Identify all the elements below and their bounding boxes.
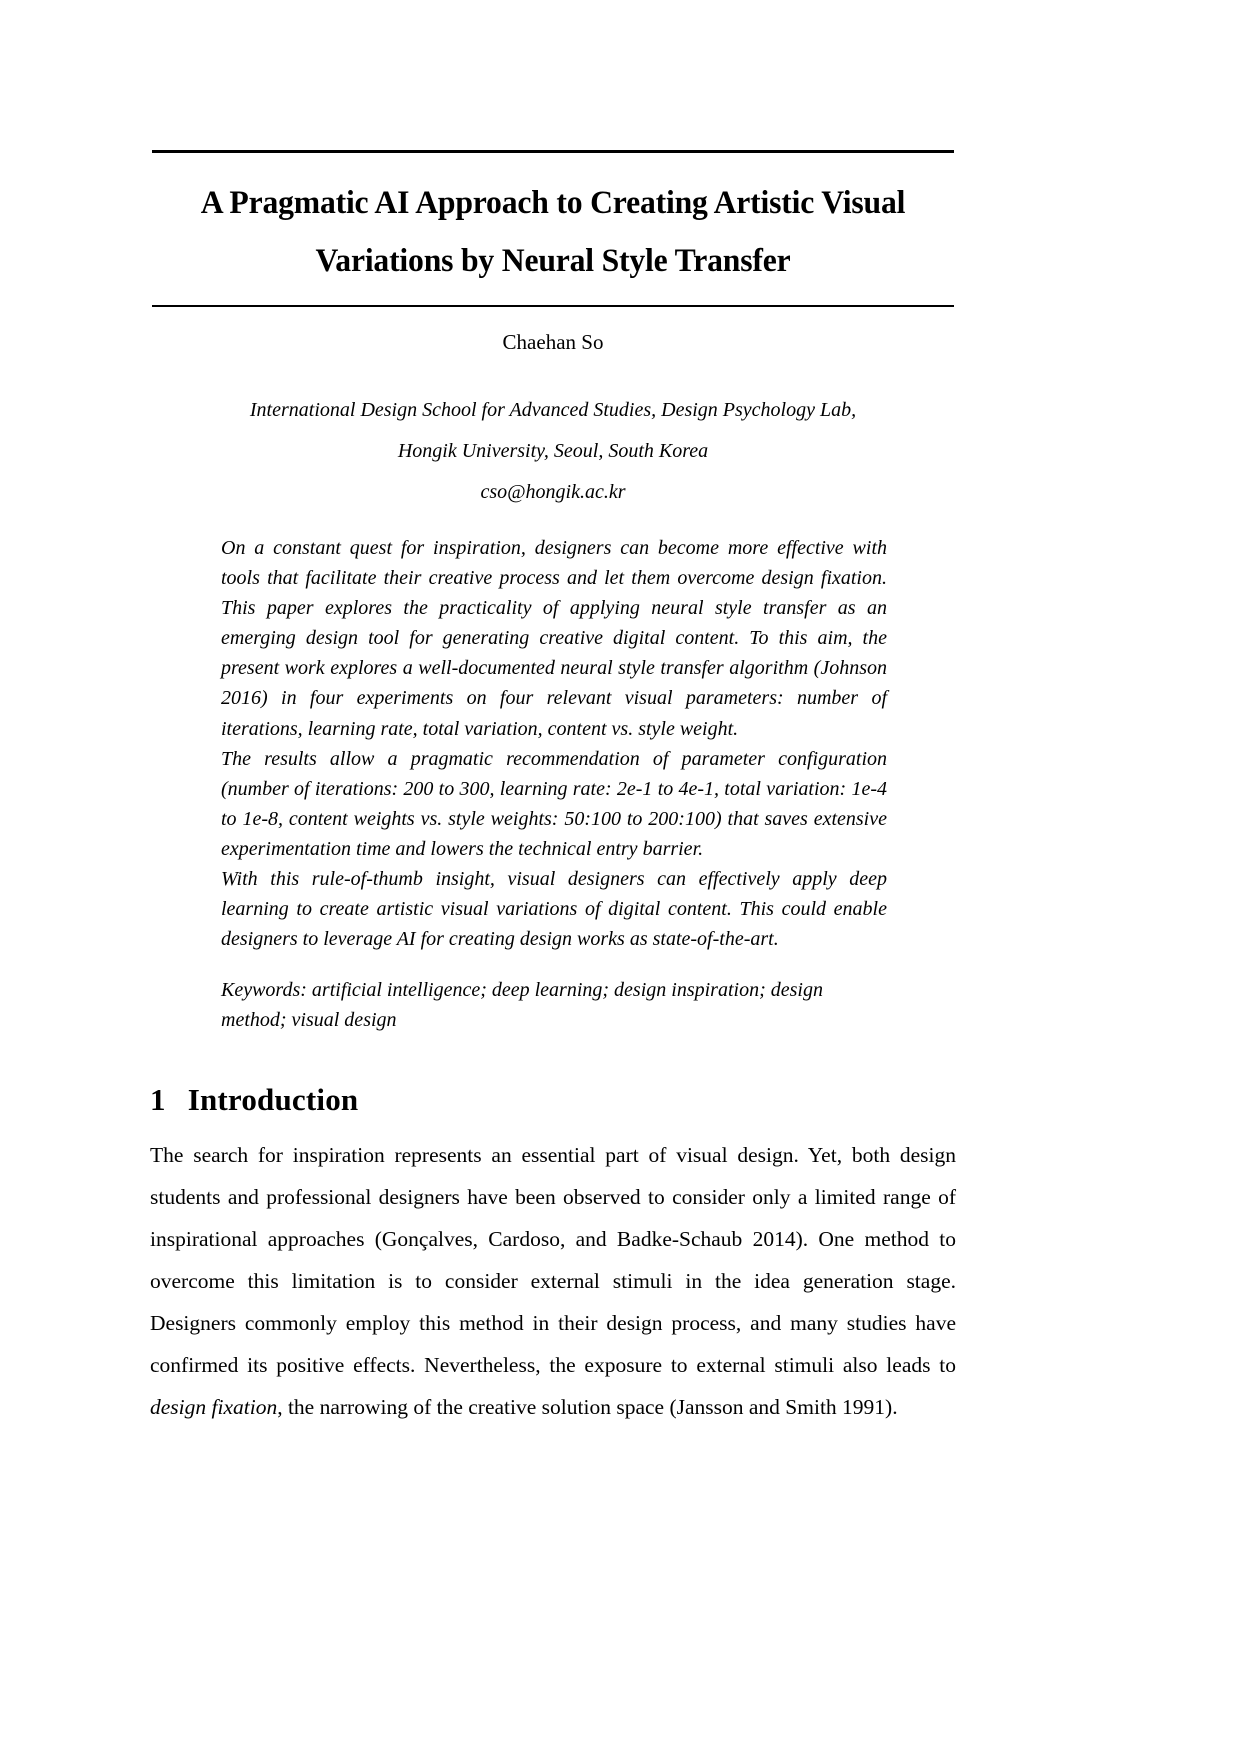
title-line-2: Variations by Neural Style Transfer bbox=[315, 242, 791, 279]
section-title: Introduction bbox=[187, 1082, 359, 1117]
title-block bbox=[152, 150, 954, 307]
abstract-block bbox=[221, 533, 887, 954]
affiliation-line-1: International Design School for Advanced Studies, Design Psychology Lab, bbox=[249, 398, 857, 421]
abstract-paragraph-2: The results allow a pragmatic recommendation of parameter configuration (number of iterations: 200 to 300, learning rate: 2e-1 to 4e-1, total variation: 1e-4 to 1e-8, content weights vs. style weights: 50:100 to 200:100) that saves extensive experimentation time and lowers the technical entry barrier. bbox=[221, 747, 887, 860]
affiliation-block bbox=[152, 390, 954, 513]
section-heading bbox=[150, 1082, 358, 1118]
introduction-body bbox=[150, 1135, 956, 1428]
keywords-line: Keywords: artificial intelligence; deep learning; design inspiration; design method; visual design bbox=[221, 979, 823, 1031]
abstract-paragraph-3: With this rule-of-thumb insight, visual designers can effectively apply deep learning to create artistic visual variations of digital content. This could enable designers to leverage AI for creating design works as state-of-the-art. bbox=[221, 868, 887, 951]
section-number: 1 bbox=[150, 1082, 166, 1117]
intro-text-part-2: , the narrowing of the creative solution space (Jansson and Smith 1991). bbox=[277, 1394, 898, 1419]
abstract-paragraph-1: On a constant quest for inspiration, designers can become more effective with tools that facilitate their creative process and let them overcome design fixation. This paper explores the practicality of applying neural style transfer as an emerging design tool for generating creative digital content. To this aim, the present work explores a well-documented neural style transfer algorithm (Johnson 2016) in four experiments on four relevant visual parameters: number of iterations, learning rate, total variation, content vs. style weight. bbox=[221, 537, 887, 740]
author-block bbox=[152, 318, 954, 513]
page-title bbox=[168, 153, 938, 305]
title-rule-bottom bbox=[152, 305, 954, 307]
intro-text-part-1: The search for inspiration represents an essential part of visual design. Yet, both design students and professional designers have been observed to consider only a limited range of inspirational approaches (Gonçalves, Cardoso, and Badke-Schaub 2014). One method to overcome this limitation is to consider external stimuli in the idea generation stage. Designers commonly employ this method in their design process, and many studies have confirmed its positive effects. Nevertheless, the exposure to external stimuli also leads to bbox=[150, 1143, 956, 1377]
affiliation-line-2: Hongik University, Seoul, South Korea bbox=[397, 439, 709, 462]
introduction-paragraph bbox=[150, 1135, 956, 1428]
author-email[interactable]: cso@hongik.ac.kr bbox=[480, 480, 626, 503]
author-name: Chaehan So bbox=[502, 330, 604, 354]
intro-emphasis-term: design fixation bbox=[150, 1394, 278, 1419]
title-line-1: A Pragmatic AI Approach to Creating Artistic Visual bbox=[200, 185, 906, 221]
